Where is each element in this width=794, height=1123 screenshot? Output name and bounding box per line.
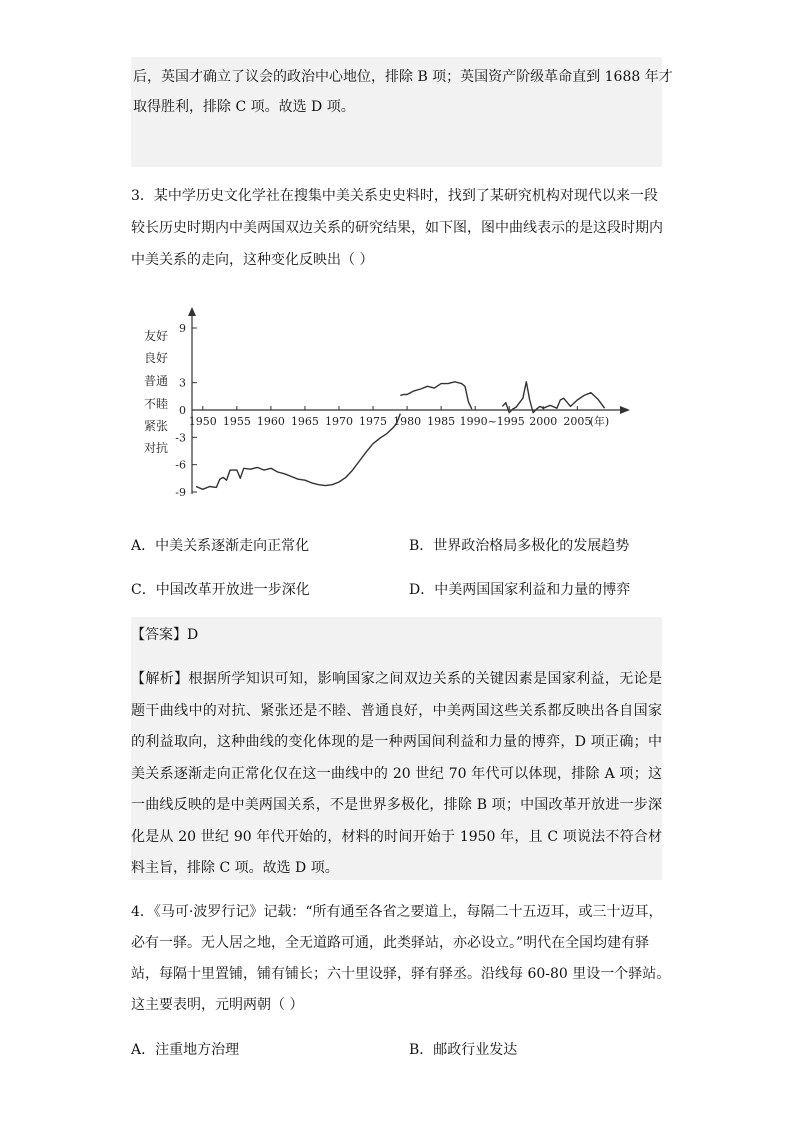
q4-option-b[interactable]: B．邮政行业发达 — [409, 1042, 518, 1058]
series-line-segment — [400, 382, 472, 409]
x-axis-label: (年) — [589, 415, 610, 428]
y-category-label: 不睦 — [144, 397, 169, 411]
q3-stem-line-3: 中美关系的走向，这种变化反映出（ ） — [131, 252, 374, 268]
q4-stem-line-1: 4．《马可·波罗行记》记载：“所有通至各省之要道上，每隔二十五迈耳，或三十迈耳， — [131, 904, 663, 920]
y-tick-label: -9 — [175, 486, 186, 499]
x-tick-label: 1960 — [256, 415, 285, 428]
q4-stem-line-3: 站，每隔十里置铺，铺有铺长；六十里设驿，驿有驿丞。沿线每 60-80 里设一个驿站。 — [131, 966, 671, 982]
y-tick-label: 9 — [179, 322, 186, 335]
y-category-label: 紧张 — [144, 419, 169, 433]
relations-chart — [130, 290, 650, 510]
x-tick-label: 1950 — [188, 415, 217, 428]
x-tick-label: 1955 — [222, 415, 251, 428]
q4-stem-line-4: 这主要表明，元明两朝（ ） — [131, 997, 304, 1013]
q3-option-b[interactable]: B．世界政治格局多极化的发展趋势 — [409, 538, 630, 554]
q3-option-c[interactable]: C．中国改革开放进一步深化 — [131, 582, 310, 598]
y-axis-arrow — [188, 307, 196, 316]
q3-analysis: 【解析】根据所学知识可知，影响国家之间双边关系的关键因素是国家利益，无论是题干曲线中的对抗、紧张还是不睦、普通良好，中美两国这些关系都反映出各自国家的利益取向，这种曲线的变化体现的是一种两国间利益和力量的博弈，D 项正确；中美关系逐渐走向正常化仅在这一曲线中的 20 世纪 70 年代可以体现，排除 A 项；这一曲线反映的是中美两国关系，不是世界多极化，排除 B 项；中国改革开放进一步深化是从 20 世纪 90 年代开始的，材料的时间开始于 1950 年，且 C 项说法不符合材料主旨，排除 C 项。故选 D 项。 — [131, 671, 662, 876]
q3-stem-line-1: 3．某中学历史文化学社在搜集中美关系史史料时，找到了某研究机构对现代以来一段 — [131, 188, 658, 204]
y-category-label: 对抗 — [144, 441, 169, 455]
x-tick-label: 1965 — [290, 415, 319, 428]
q3-stem-line-2: 较长历史时期内中美两国双边关系的研究结果，如下图，图中曲线表示的是这段时期内 — [131, 220, 663, 236]
x-tick-label: 1990~1995 — [459, 415, 525, 428]
x-tick-label: 2005 — [563, 415, 592, 428]
y-category-label: 普通 — [144, 374, 169, 388]
q3-answer: 【答案】D — [131, 627, 199, 643]
previous-answer-line-2: 取得胜利，排除 C 项。故选 D 项。 — [133, 99, 355, 115]
x-tick-label: 2000 — [529, 415, 558, 428]
y-tick-label: 0 — [179, 404, 186, 417]
q4-stem-line-2: 必有一驿。无人居之地，全无道路可通，此类驿站，亦必设立。”明代在全国均建有驿 — [131, 935, 650, 951]
y-category-label: 良好 — [144, 351, 169, 365]
y-tick-label: 3 — [179, 376, 186, 390]
x-tick-label: 1985 — [427, 415, 456, 428]
q3-option-a[interactable]: A．中美关系逐渐走向正常化 — [131, 538, 310, 554]
q4-option-a[interactable]: A．注重地方治理 — [131, 1042, 240, 1058]
y-tick-label: -3 — [175, 431, 186, 445]
x-tick-label: 1980 — [393, 415, 422, 428]
y-tick-label: -6 — [175, 458, 186, 472]
x-tick-label: 1970 — [325, 415, 353, 428]
y-category-label: 友好 — [144, 329, 169, 343]
x-axis-arrow — [620, 406, 630, 414]
x-tick-label: 1975 — [359, 415, 388, 428]
q3-option-d[interactable]: D．中美两国国家利益和力量的博弈 — [409, 582, 631, 598]
series-line-segment — [502, 382, 604, 413]
previous-answer-line-1: 后，英国才确立了议会的政治中心地位，排除 B 项；英国资产阶级革命直到 1688 年才 — [133, 69, 673, 85]
